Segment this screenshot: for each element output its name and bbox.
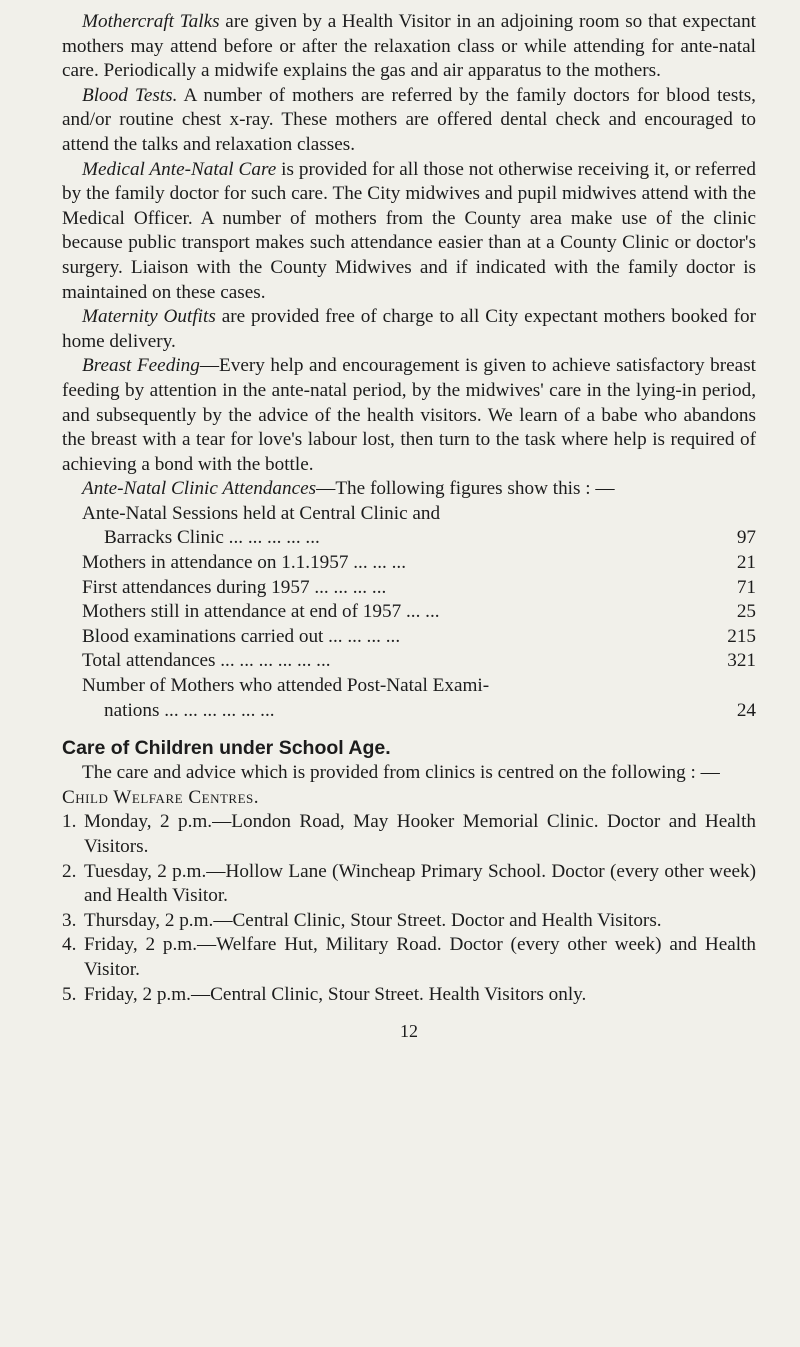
heading-breast-feeding: Breast Feeding	[82, 355, 200, 377]
list-item	[62, 983, 756, 1008]
list-item	[62, 810, 756, 859]
list-item	[62, 909, 756, 934]
text-maternity-outfits: are provided free of charge to all City expectant mothers booked for home delivery.	[62, 306, 756, 352]
section-intro: The care and advice which is provided from clinics is centred on the following : —	[82, 762, 720, 784]
row-label: First attendances during 1957 ... ... ... ...	[82, 576, 387, 598]
table-row	[62, 576, 756, 601]
list-item-text: Tuesday, 2 p.m.—Hollow Lane (Wincheap Primary School. Doctor (every other week) and Health Visitor.	[84, 860, 756, 907]
row-value: 71	[736, 576, 756, 598]
section-heading: Care of Children under School Age.	[62, 737, 391, 760]
paragraph-mothercraft-talks	[62, 10, 756, 84]
row-label: Mothers still in attendance at end of 1957 ... ...	[82, 601, 440, 623]
list-item-number: 1.	[62, 811, 77, 833]
row-value: 97	[736, 527, 756, 549]
paragraph-medical-ante-natal-care	[62, 158, 756, 306]
row-label: nations ... ... ... ... ... ...	[104, 699, 275, 721]
text-ante-natal-attendances: —The following figures show this : —	[316, 478, 615, 500]
row-label: Barracks Clinic ... ... ... ... ...	[104, 527, 320, 549]
row-label: Mothers in attendance on 1.1.1957 ... ... ...	[82, 552, 406, 574]
section-subheading: Child Welfare Centres.	[62, 786, 260, 808]
paragraph-ante-natal-attendances	[62, 477, 756, 502]
row-value: 24	[736, 699, 756, 721]
table-row	[62, 625, 756, 650]
heading-blood-tests: Blood Tests.	[82, 84, 178, 106]
list-item-text: Thursday, 2 p.m.—Central Clinic, Stour Street. Doctor and Health Visitors.	[84, 909, 662, 931]
list-item-number: 2.	[62, 860, 77, 882]
text-breast-feeding: —Every help and encouragement is given to achieve satisfactory breast feeding by attention in the ante-natal period, by the midwives' care in the lying-in period, and subsequently by the advice of the health visitors. We learn of a babe who abandons the breast with a tear for love's labour lost, then turn to the task where help is required of achieving a bond with the bottle.	[62, 355, 756, 475]
list-item-text: Monday, 2 p.m.—London Road, May Hooker Memorial Clinic. Doctor and Health Visitors.	[84, 811, 756, 857]
heading-mothercraft-talks: Mothercraft Talks	[82, 11, 220, 32]
list-item-number: 4.	[62, 934, 77, 956]
list-item	[62, 860, 756, 909]
list-item-number: 3.	[62, 909, 77, 931]
text-mothercraft-talks: are given by a Health Visitor in an adjoining room so that expectant mothers may attend before or after the relaxation class or while attending for ante-natal care. Periodically a midwife explains the gas and air apparatus to the mothers.	[62, 11, 757, 82]
table-row	[62, 600, 756, 625]
table-row	[62, 699, 756, 724]
text-medical-ante-natal-care: is provided for all those not otherwise receiving it, or referred by the family doctor for such care. The City midwives and pupil midwives attend with the Medical Officer. A number of mothers from the County area make use of the clinic because public transport makes such attendance easier than at a County Clinic or doctor's surgery. Liaison with the County Midwives and if indicated with the family doctor is maintained on these cases.	[62, 158, 756, 303]
table-row	[62, 502, 756, 527]
row-label: Number of Mothers who attended Post-Natal Exami-	[82, 675, 490, 697]
paragraph-maternity-outfits	[62, 305, 756, 354]
heading-medical-ante-natal-care: Medical Ante-Natal Care	[82, 158, 277, 180]
list-item-text: Friday, 2 p.m.—Central Clinic, Stour Street. Health Visitors only.	[84, 983, 587, 1005]
attendance-table	[62, 502, 756, 723]
table-row	[62, 649, 756, 674]
paragraph-breast-feeding	[62, 354, 756, 477]
list-item-number: 5.	[62, 983, 77, 1005]
text-blood-tests: A number of mothers are referred by the family doctors for blood tests, and/or routine chest x-ray. These mothers are offered dental check and encouraged to attend the talks and relaxation classes.	[62, 84, 756, 155]
page-number: 12	[400, 1021, 418, 1042]
row-value: 25	[736, 601, 756, 623]
centres-list	[62, 810, 756, 1007]
row-value: 215	[727, 625, 756, 647]
list-item-text: Friday, 2 p.m.—Welfare Hut, Military Road. Doctor (every other week) and Health Visitor.	[84, 934, 756, 980]
row-label: Blood examinations carried out ... ... ... ...	[82, 625, 401, 647]
row-value: 21	[736, 552, 756, 574]
row-label: Total attendances ... ... ... ... ... ...	[82, 650, 331, 672]
row-label: Ante-Natal Sessions held at Central Clinic and	[82, 502, 441, 524]
list-item	[62, 933, 756, 982]
heading-ante-natal-attendances: Ante-Natal Clinic Attendances	[82, 478, 317, 500]
table-row	[62, 674, 756, 699]
table-row	[62, 551, 756, 576]
heading-maternity-outfits: Maternity Outfits	[82, 306, 216, 328]
paragraph-blood-tests	[62, 84, 756, 158]
table-row	[62, 526, 756, 551]
row-value: 321	[727, 650, 756, 672]
